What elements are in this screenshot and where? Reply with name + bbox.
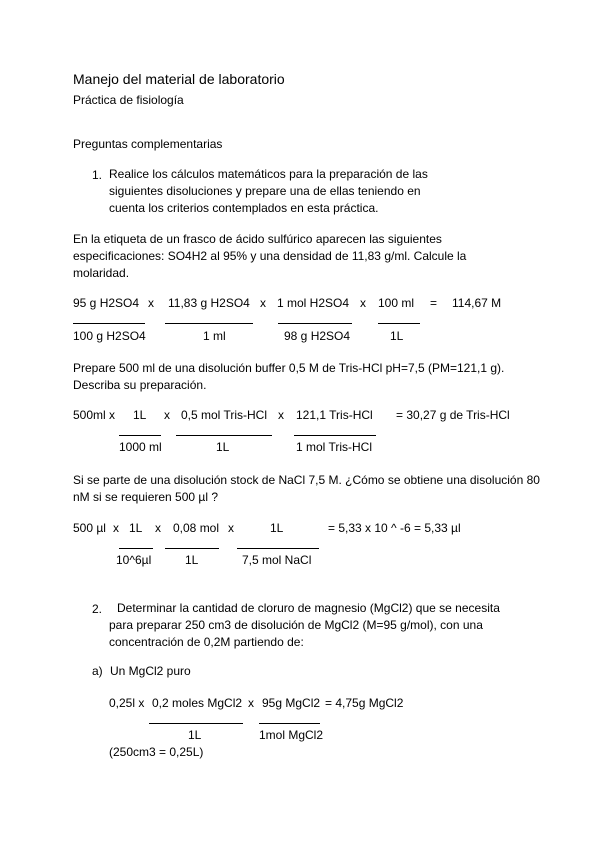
qa-text: Un MgCl2 puro	[110, 664, 191, 678]
p3-num-3: 0,08 mol	[173, 521, 220, 535]
p3-den-2: 10^6µl	[116, 553, 152, 567]
qa-num-1: 0,25l x	[109, 696, 145, 710]
p2-fraction-bar-4	[294, 435, 376, 436]
p1-text: En la etiqueta de un frasco de ácido sulfúrico aparecen las siguientes especificaciones: SO4H2 al 95% y una densidad de 11,83 g/ml. Calcule la molaridad.	[73, 232, 467, 280]
p2-num-3: 0,5 mol Tris-HCl	[181, 408, 268, 422]
document-subtitle: Práctica de fisiología	[73, 93, 184, 107]
q1-number: 1.	[92, 168, 103, 182]
qa-label: a)	[92, 664, 103, 678]
p1-fraction-bar-4	[378, 323, 420, 324]
p3-result: = 5,33 x 10 ^ -6 = 5,33 µl	[328, 521, 461, 535]
p1-times-1: x	[148, 296, 154, 310]
p2-fraction-bar-2	[119, 435, 161, 436]
p1-den-2: 1 ml	[203, 329, 226, 343]
qa-den-2: 1L	[188, 728, 202, 742]
p3-den-3: 1L	[185, 553, 199, 567]
p1-num-2: 11,83 g H2SO4	[168, 296, 250, 310]
p2-result: = 30,27 g de Tris-HCl	[396, 408, 510, 422]
section-title: Preguntas complementarias	[73, 137, 223, 151]
p1-result: 114,67 M	[452, 296, 502, 310]
qa-fraction-bar-2	[149, 723, 243, 724]
p1-den-1: 100 g H2SO4	[73, 329, 146, 343]
p2-num-4: 121,1 Tris-HCl	[296, 408, 373, 422]
q2-number: 2.	[92, 602, 103, 616]
p1-den-3: 98 g H2SO4	[284, 329, 351, 343]
p1-num-3: 1 mol H2SO4	[277, 296, 350, 310]
qa-result: = 4,75g MgCl2	[325, 696, 404, 710]
p3-num-2: 1L	[129, 521, 143, 535]
p3-times-2: x	[155, 521, 161, 535]
p1-equals: =	[430, 296, 438, 310]
p1-times-2: x	[260, 296, 266, 310]
p3-times-3: x	[228, 521, 234, 535]
p1-fraction-bar-3	[278, 323, 352, 324]
p3-times-1: x	[113, 521, 119, 535]
p2-den-2: 1000 ml	[119, 440, 162, 454]
p1-fraction-bar-1	[73, 323, 145, 324]
p2-num-2: 1L	[133, 408, 147, 422]
qa-note: (250cm3 = 0,25L)	[109, 745, 204, 759]
p3-fraction-bar-2	[119, 548, 153, 549]
p3-num-4: 1L	[270, 521, 284, 535]
p3-text: Si se parte de una disolución stock de NaCl 7,5 M. ¿Cómo se obtiene una disolución 80 nM si se requieren 500 µl ?	[73, 473, 540, 504]
p3-fraction-bar-4	[237, 548, 319, 549]
p2-times-2: x	[164, 408, 170, 422]
p1-times-3: x	[360, 296, 366, 310]
document-title: Manejo del material de laboratorio	[73, 71, 285, 87]
q1-text: Realice los cálculos matemáticos para la preparación de las siguientes disoluciones y prepare una de ellas teniendo en cuenta los criterios contemplados en esta práctica.	[109, 167, 428, 215]
p2-times-3: x	[278, 408, 284, 422]
p3-den-4: 7,5 mol NaCl	[242, 553, 312, 567]
p2-text: Prepare 500 ml de una disolución buffer 0,5 M de Tris-HCl pH=7,5 (PM=121,1 g). Describa su preparación.	[73, 361, 505, 392]
p1-fraction-bar-2	[165, 323, 253, 324]
qa-fraction-bar-3	[259, 723, 320, 724]
p3-fraction-bar-3	[165, 548, 219, 549]
qa-num-3: 95g MgCl2	[262, 696, 321, 710]
q2-text: Determinar la cantidad de cloruro de magnesio (MgCl2) que se necesita para preparar 250 cm3 de disolución de MgCl2 (M=95 g/mol), con una concentración de 0,2M partiendo de:	[109, 601, 500, 649]
p3-num-1: 500 µl	[73, 521, 106, 535]
p2-fraction-bar-3	[176, 435, 272, 436]
p2-num-1: 500ml x	[73, 408, 116, 422]
qa-den-3: 1mol MgCl2	[259, 728, 324, 742]
qa-num-2: 0,2 moles MgCl2	[152, 696, 243, 710]
p2-den-4: 1 mol Tris-HCl	[296, 440, 373, 454]
p2-den-3: 1L	[216, 440, 230, 454]
p1-den-4: 1L	[390, 329, 404, 343]
p1-num-1: 95 g H2SO4	[73, 296, 140, 310]
qa-times-2: x	[248, 696, 254, 710]
p1-num-4: 100 ml	[378, 296, 415, 310]
